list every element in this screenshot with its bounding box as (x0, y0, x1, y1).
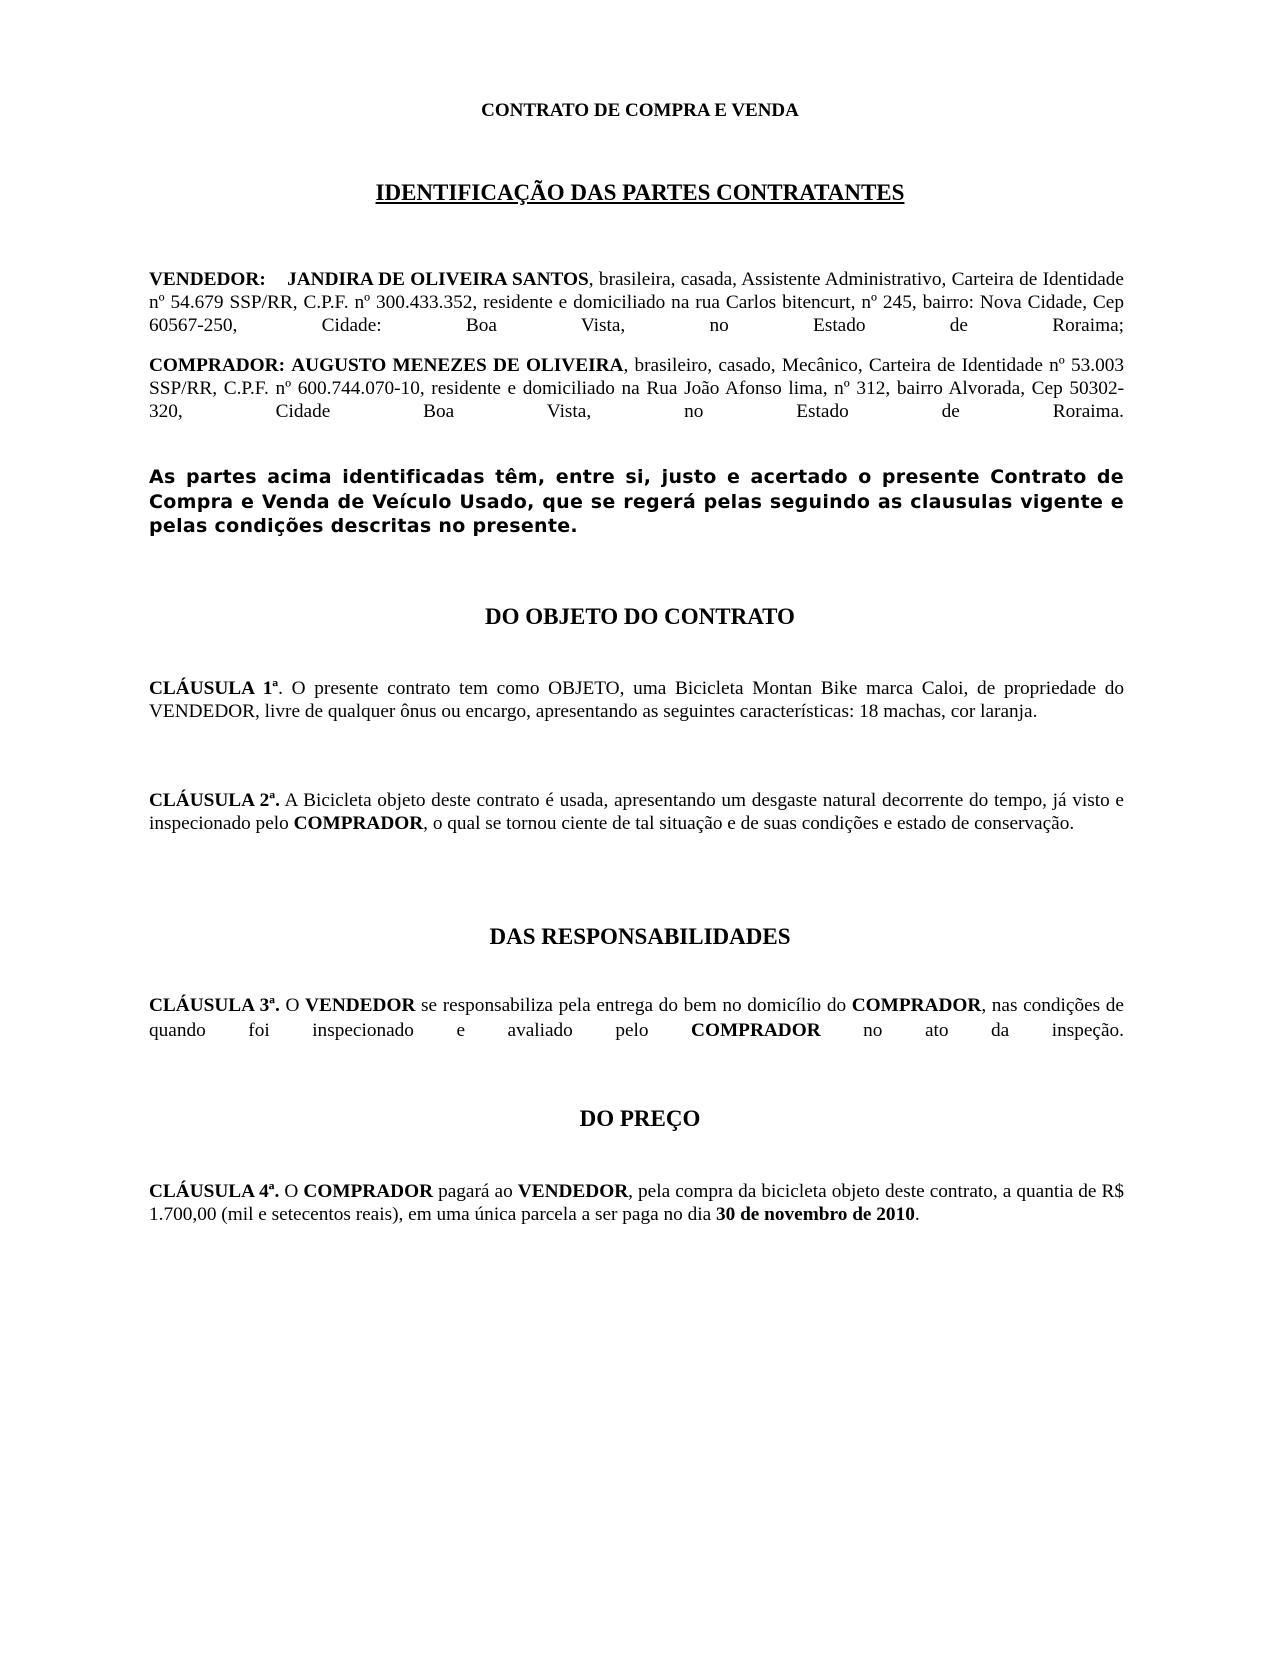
clausula-2-text-c: , o qual se tornou ciente de tal situação e de suas condições e estado de conservação. (423, 813, 1075, 834)
clausula-4-bold-f: 30 de novembro de 2010 (715, 1204, 915, 1225)
intro-text: As partes acima identificadas têm, entre si, justo e acertado o presente Contrato de Compra e Venda de Veículo Usado, que se regerá pelas seguindo as clausulas vigente e pelas condições descritas no presente. (149, 466, 1124, 537)
clausula-4-bold-d: VENDEDOR (517, 1181, 629, 1202)
clausula-2-bold-b: COMPRADOR (293, 813, 424, 834)
clausula-4 (149, 1180, 1124, 1226)
clausula-3-text-a: O (279, 995, 306, 1016)
comprador-label: COMPRADOR: (149, 355, 286, 376)
vendedor-paragraph (149, 268, 1124, 337)
clausula-4-text-c: pagará ao (433, 1181, 518, 1202)
comprador-paragraph (149, 354, 1124, 423)
vendedor-details: , brasileira, casada, Assistente Administrativo, Carteira de Identidade nº 54.679 SSP/RR, C.P.F. nº 300.433.352, residente e domiciliado na rua Carlos bitencurt, nº 245, bairro: Nova Cidade, Cep 60567-250, Cidade: Boa Vista, no Estado de Roraima; (149, 269, 1124, 336)
clausula-1-text: . O presente contrato tem como OBJETO, uma Bicicleta Montan Bike marca Caloi, de propriedade do VENDEDOR, livre de qualquer ônus ou encargo, apresentando as seguintes características: 18 machas, cor laranja. (149, 678, 1124, 722)
document-title: CONTRATO DE COMPRA E VENDA (481, 100, 799, 121)
clausula-3-text-c: se responsabiliza pela entrega do bem no domicílio do (415, 995, 852, 1016)
clausula-3-label: CLÁUSULA 3ª. (149, 995, 280, 1016)
vendedor-label: VENDEDOR: (149, 269, 266, 290)
clausula-4-text-a: O (279, 1181, 304, 1202)
vendedor-name: JANDIRA DE OLIVEIRA SANTOS (287, 269, 589, 290)
clausula-2-label: CLÁUSULA 2ª. (149, 790, 280, 811)
clausula-4-text-e: , pela compra da bicicleta objeto deste contrato, a quantia de R$ 1.700,00 (mil e setecentos reais), em uma única parcela a ser paga no dia (149, 1181, 1124, 1225)
clausula-3 (149, 993, 1124, 1043)
comprador-details: , brasileiro, casado, Mecânico, Carteira de Identidade nº 53.003 SSP/RR, C.P.F. nº 600.744.070-10, residente e domiciliado na Rua João Afonso lima, nº 312, bairro Alvorada, Cep 50302-320, Cidade Boa Vista, no Estado de Roraima. (149, 355, 1124, 422)
clausula-1 (149, 677, 1124, 723)
clausula-2 (149, 789, 1124, 835)
clausula-3-bold-d: COMPRADOR (851, 995, 982, 1016)
section-heading-preco: DO PREÇO (579, 1106, 701, 1131)
clausula-4-text-g: . (914, 1204, 920, 1225)
clausula-3-bold-f: COMPRADOR (691, 1020, 821, 1041)
comprador-name: AUGUSTO MENEZES DE OLIVEIRA (291, 355, 624, 376)
clausula-3-bold-b: VENDEDOR (305, 995, 416, 1016)
clausula-3-text-g: no ato da inspeção. (820, 1020, 1124, 1041)
section-heading-objeto: DO OBJETO DO CONTRATO (485, 604, 795, 629)
intro-paragraph (149, 465, 1124, 539)
clausula-3-text-e: , nas condições de quando foi inspecionado e avaliado pelo (149, 995, 1124, 1041)
clausula-1-label: CLÁUSULA 1ª (149, 678, 279, 699)
clausula-2-text-a: A Bicicleta objeto deste contrato é usada, apresentando um desgaste natural decorrente do tempo, já visto e inspecionado pelo (149, 790, 1124, 834)
document-subtitle: IDENTIFICAÇÃO DAS PARTES CONTRATANTES (375, 180, 905, 205)
section-heading-responsabilidades: DAS RESPONSABILIDADES (489, 924, 791, 949)
clausula-4-label: CLÁUSULA 4ª. (149, 1181, 280, 1202)
clausula-4-bold-b: COMPRADOR (303, 1181, 433, 1202)
